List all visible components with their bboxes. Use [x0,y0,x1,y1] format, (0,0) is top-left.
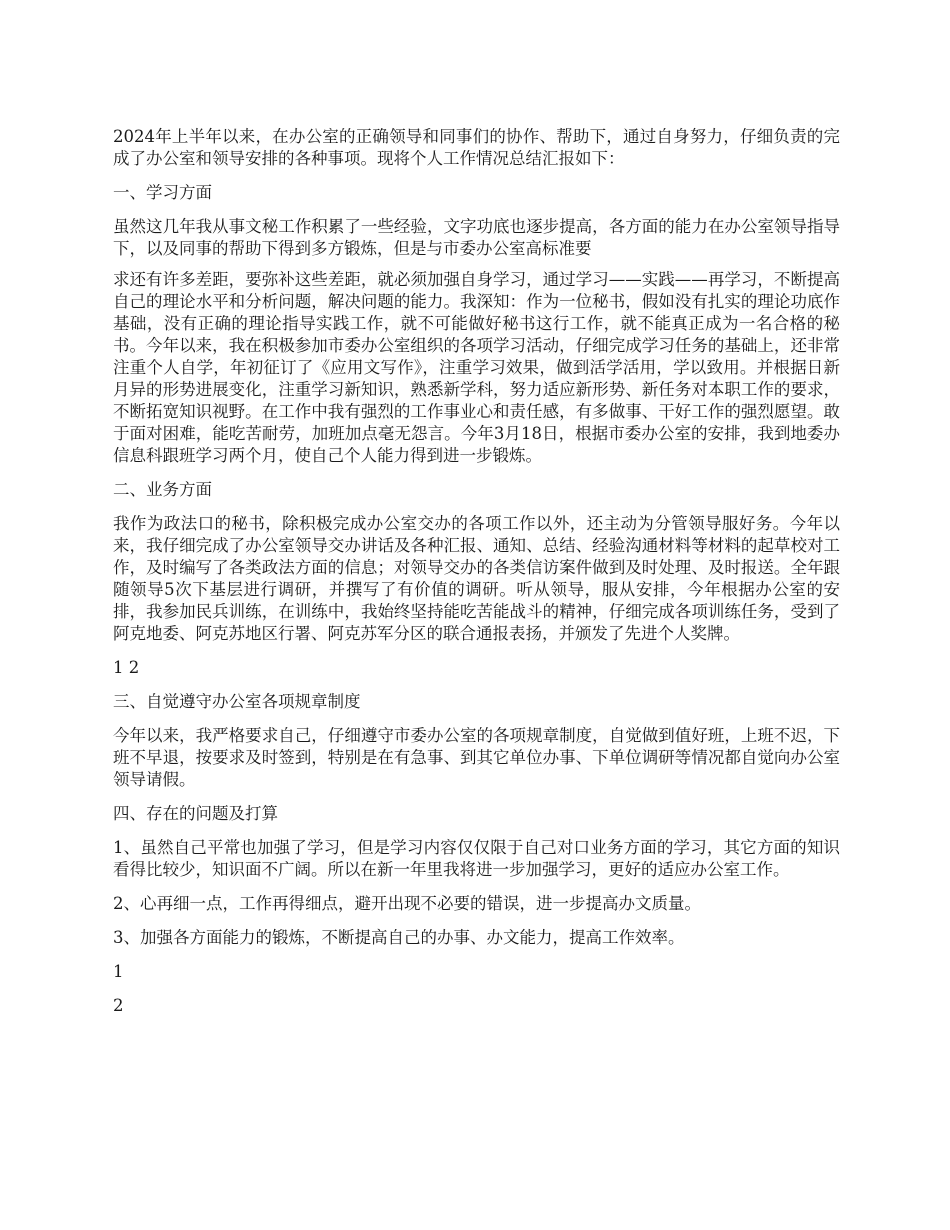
rules-paragraph: 今年以来，我严格要求自己，仔细遵守市委办公室的各项规章制度，自觉做到值好班，上班不迟，下班不早退，按要求及时签到，特别是在有急事、到其它单位办事、下单位调研等情况都自觉向办公室领导请假。 [113,726,840,789]
section-heading-rules: 三、自觉遵守办公室各项规章制度 [113,692,361,711]
problems-item-1: 1、虽然自己平常也加强了学习，但是学习内容仅仅限于自己对口业务方面的学习，其它方面的知识看得比较少，知识面不广阔。所以在新一年里我将进一步加强学习，更好的适应办公室工作。 [113,838,840,879]
section-heading-problems: 四、存在的问题及打算 [113,804,278,823]
page-number-marker: 1 2 [113,658,140,677]
section-heading-study: 一、学习方面 [113,183,212,202]
document-page [113,126,840,1029]
page-number-1: 1 [113,962,124,981]
section-heading-business: 二、业务方面 [113,480,212,499]
problems-item-2: 2、心再细一点，工作再得细点，避开出现不必要的错误，进一步提高办文质量。 [113,894,701,913]
problems-item-3: 3、加强各方面能力的锻炼，不断提高自己的办事、办文能力，提高工作效率。 [113,928,685,947]
intro-paragraph: 2024年上半年以来，在办公室的正确领导和同事们的协作、帮助下，通过自身努力，仔细负责的完成了办公室和领导安排的各种事项。现将个人工作情况总结汇报如下： [113,127,840,168]
study-paragraph-2: 求还有许多差距，要弥补这些差距，就必须加强自身学习，通过学习——实践——再学习，不断提高自己的理论水平和分析问题，解决问题的能力。我深知：作为一位秘书，假如没有扎实的理论功底作基础，没有正确的理论指导实践工作，就不可能做好秘书这行工作，就不能真正成为一名合格的秘书。今年以来，我在积极参加市委办公室组织的各项学习活动，仔细完成学习任务的基础上，还非常注重个人自学，年初征订了《应用文写作》，注重学习效果，做到活学活用，学以致用。并根据日新月异的形势进展变化，注重学习新知识，熟悉新学科，努力适应新形势、新任务对本职工作的要求，不断拓宽知识视野。在工作中我有强烈的工作事业心和责任感，有多做事、干好工作的强烈愿望。敢于面对困难，能吃苦耐劳，加班加点毫无怨言。今年3月18日，根据市委办公室的安排，我到地委办信息科跟班学习两个月，使自己个人能力得到进一步锻炼。 [113,270,840,465]
study-paragraph-1: 虽然这几年我从事文秘工作积累了一些经验，文字功底也逐步提高，各方面的能力在办公室领导指导下，以及同事的帮助下得到多方锻炼，但是与市委办公室高标准要 [113,217,840,258]
page-number-2: 2 [113,996,124,1015]
business-paragraph: 我作为政法口的秘书，除积极完成办公室交办的各项工作以外，还主动为分管领导服好务。今年以来，我仔细完成了办公室领导交办讲话及各种汇报、通知、总结、经验沟通材料等材料的起草校对工作，及时编写了各类政法方面的信息；对领导交办的各类信访案件做到及时处理、及时报送。全年跟随领导5次下基层进行调研，并撰写了有价值的调研。听从领导，服从安排，今年根据办公室的安排，我参加民兵训练，在训练中，我始终坚持能吃苦能战斗的精神，仔细完成各项训练任务，受到了阿克地委、阿克苏地区行署、阿克苏军分区的联合通报表扬，并颁发了先进个人奖牌。 [113,514,840,643]
